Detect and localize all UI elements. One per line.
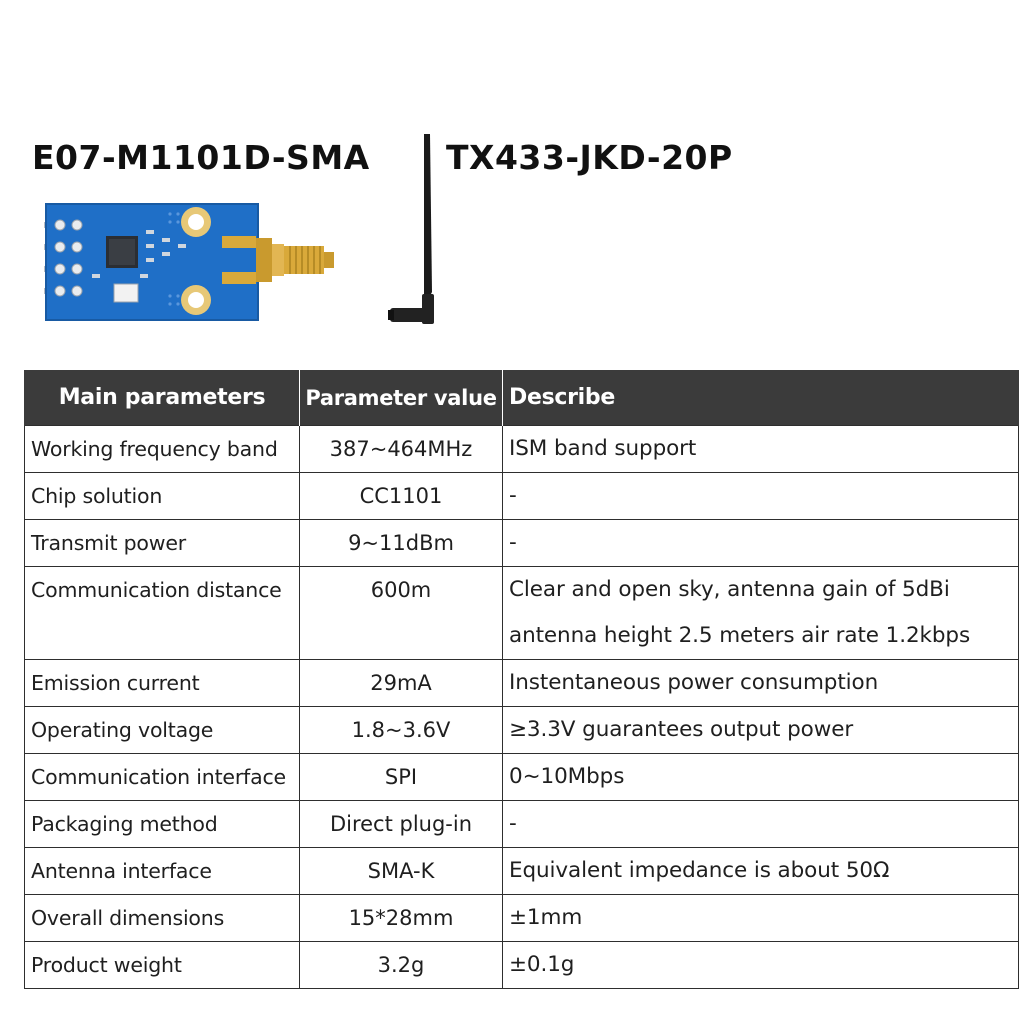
parameters-table <box>24 370 1019 989</box>
param-name: Communication distance <box>25 567 300 660</box>
param-value: 15*28mm <box>300 895 503 942</box>
param-name: Overall dimensions <box>25 895 300 942</box>
param-name: Chip solution <box>25 473 300 520</box>
table-row <box>25 426 1019 473</box>
param-value: SPI <box>300 754 503 801</box>
table-row <box>25 942 1019 989</box>
param-name: Communication interface <box>25 754 300 801</box>
table-row <box>25 754 1019 801</box>
param-name: Transmit power <box>25 520 300 567</box>
param-describe: ≥3.3V guarantees output power <box>503 707 1019 754</box>
antenna-image <box>388 132 438 326</box>
antenna-title: TX433-JKD-20P <box>446 138 733 177</box>
param-name: Antenna interface <box>25 848 300 895</box>
table-row <box>25 848 1019 895</box>
param-value: Direct plug-in <box>300 801 503 848</box>
table-row <box>25 473 1019 520</box>
header-main-parameters: Main parameters <box>25 370 300 426</box>
table-row <box>25 707 1019 754</box>
table-row <box>25 520 1019 567</box>
param-describe: - <box>503 473 1019 520</box>
param-describe: Clear and open sky, antenna gain of 5dBi antenna height 2.5 meters air rate 1.2kbps <box>503 567 1019 660</box>
param-describe: 0~10Mbps <box>503 754 1019 801</box>
param-describe: - <box>503 520 1019 567</box>
table-row <box>25 801 1019 848</box>
param-describe: - <box>503 801 1019 848</box>
param-name: Working frequency band <box>25 426 300 473</box>
table-row <box>25 895 1019 942</box>
param-describe: ±0.1g <box>503 942 1019 989</box>
header-parameter-value: Parameter value <box>300 370 503 426</box>
param-value: 9~11dBm <box>300 520 503 567</box>
param-describe: ISM band support <box>503 426 1019 473</box>
param-name: Product weight <box>25 942 300 989</box>
param-value: 1.8~3.6V <box>300 707 503 754</box>
param-name: Emission current <box>25 660 300 707</box>
table-row <box>25 660 1019 707</box>
param-value: 600m <box>300 567 503 660</box>
param-describe: Equivalent impedance is about 50Ω <box>503 848 1019 895</box>
param-value: 29mA <box>300 660 503 707</box>
table-row <box>25 567 1019 660</box>
param-name: Packaging method <box>25 801 300 848</box>
param-value: CC1101 <box>300 473 503 520</box>
module-title: E07-M1101D-SMA <box>32 138 370 177</box>
param-describe: ±1mm <box>503 895 1019 942</box>
param-value: 387~464MHz <box>300 426 503 473</box>
param-describe: Instentaneous power consumption <box>503 660 1019 707</box>
param-value: SMA-K <box>300 848 503 895</box>
table-header-row <box>25 370 1019 426</box>
header-describe: Describe <box>503 370 1019 426</box>
rf-module-image <box>44 200 336 324</box>
param-value: 3.2g <box>300 942 503 989</box>
param-name: Operating voltage <box>25 707 300 754</box>
